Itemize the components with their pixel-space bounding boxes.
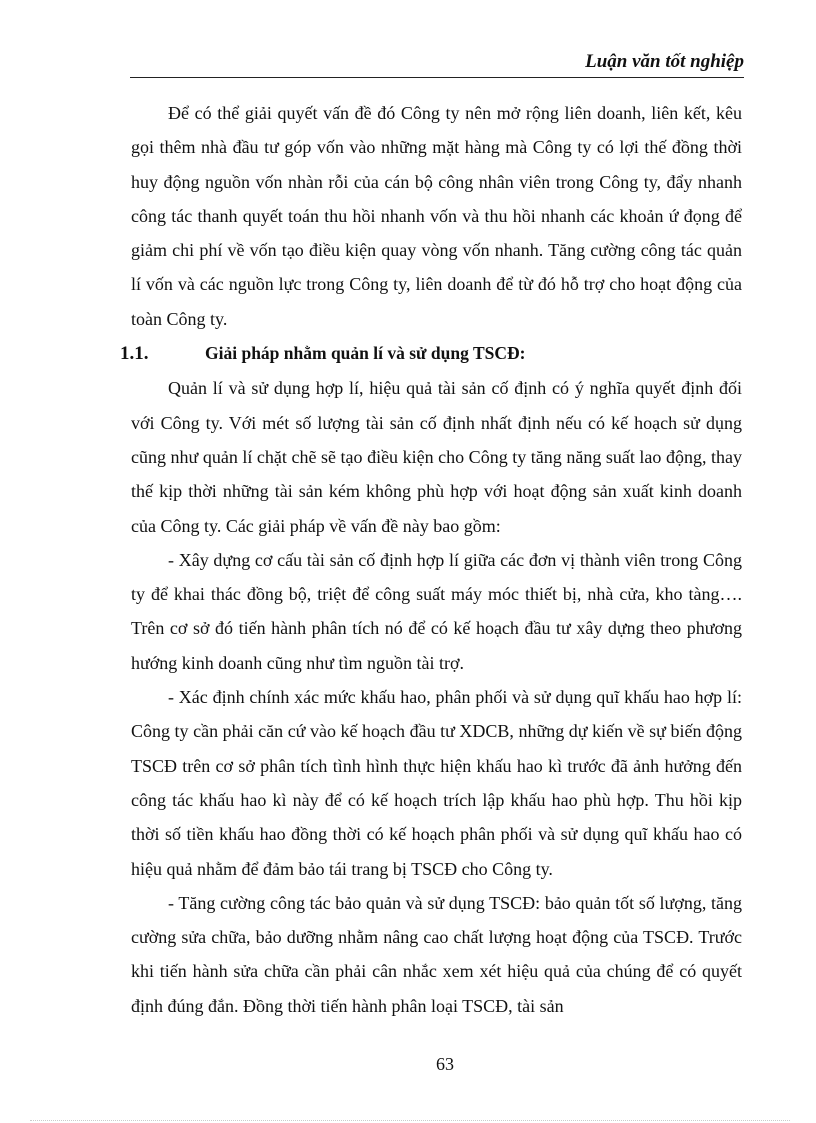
page-bottom-border [30, 1120, 790, 1121]
section-heading [120, 336, 742, 371]
body-paragraph-fixed-assets: Quản lí và sử dụng hợp lí, hiệu quả tài sản cố định có ý nghĩa quyết định đối với Công ty. Với mét số lượng tài sản cố định nhất định nếu có kế hoạch sử dụng cũng như quản lí chặt chẽ sẽ tạo điều kiện cho Công ty tăng năng suất lao động, thay thế kịp thời những tài sản kém không phù hợp với hoạt động sản xuất kinh doanh của Công ty. Các giải pháp về vấn đề này bao gồm: [131, 378, 742, 536]
header-divider [130, 77, 744, 78]
section-title: Giải pháp nhằm quản lí và sử dụng TSCĐ: [205, 343, 526, 364]
page-number: 63 [436, 1054, 454, 1074]
body-paragraph-intro: Để có thể giải quyết vấn đề đó Công ty nên mở rộng liên doanh, liên kết, kêu gọi thêm nhà đầu tư góp vốn vào những mặt hàng mà Công ty có lợi thế đồng thời huy động nguồn vốn nhàn rỗi của cán bộ công nhân viên trong Công ty, đẩy nhanh công tác thanh quyết toán thu hồi nhanh vốn và thu hồi nhanh các khoản ứ đọng để giảm chi phí về vốn tạo điều kiện quay vòng vốn nhanh. Tăng cường công tác quản lí vốn và các nguồn lực trong Công ty, liên doanh để từ đó hỗ trợ cho hoạt động của toàn Công ty. [131, 103, 742, 329]
body-paragraph-maintenance: - Tăng cường công tác bảo quản và sử dụng TSCĐ: bảo quản tốt số lượng, tăng cường sửa chữa, bảo dưỡng nhằm nâng cao chất lượng hoạt động của TSCĐ. Trước khi tiến hành sửa chữa cần phải cân nhắc xem xét hiệu quả của chúng để có quyết định đúng đắn. Đồng thời tiến hành phân loại TSCĐ, tài sản [131, 892, 742, 1016]
section-number: 1.1. [120, 343, 149, 365]
document-header-title: Luận văn tốt nghiệp [585, 51, 744, 72]
body-paragraph-asset-structure: - Xây dựng cơ cấu tài sản cố định hợp lí giữa các đơn vị thành viên trong Công ty để khai thác đồng bộ, triệt để công suất máy móc thiết bị, nhà cửa, kho tàng…. Trên cơ sở đó tiến hành phân tích nó để có kế hoạch đầu tư xây dựng theo phương hướng kinh doanh cũng như tìm nguồn tài trợ. [131, 549, 742, 673]
body-paragraph-depreciation: - Xác định chính xác mức khấu hao, phân phối và sử dụng quĩ khấu hao hợp lí: Công ty cần phải căn cứ vào kế hoạch đầu tư XDCB, những dự kiến về sự biến động TSCĐ trên cơ sở phân tích tình hình thực hiện khấu hao kì trước đã ảnh hưởng đến công tác khấu hao kì này để có kế hoạch trích lập khấu hao phù hợp. Thu hồi kịp thời số tiền khấu hao đồng thời có kế hoạch phân phối và sử dụng quĩ khấu hao có hiệu quả nhằm để đảm bảo tái trang bị TSCĐ cho Công ty. [131, 687, 742, 879]
page-body [120, 96, 742, 1023]
